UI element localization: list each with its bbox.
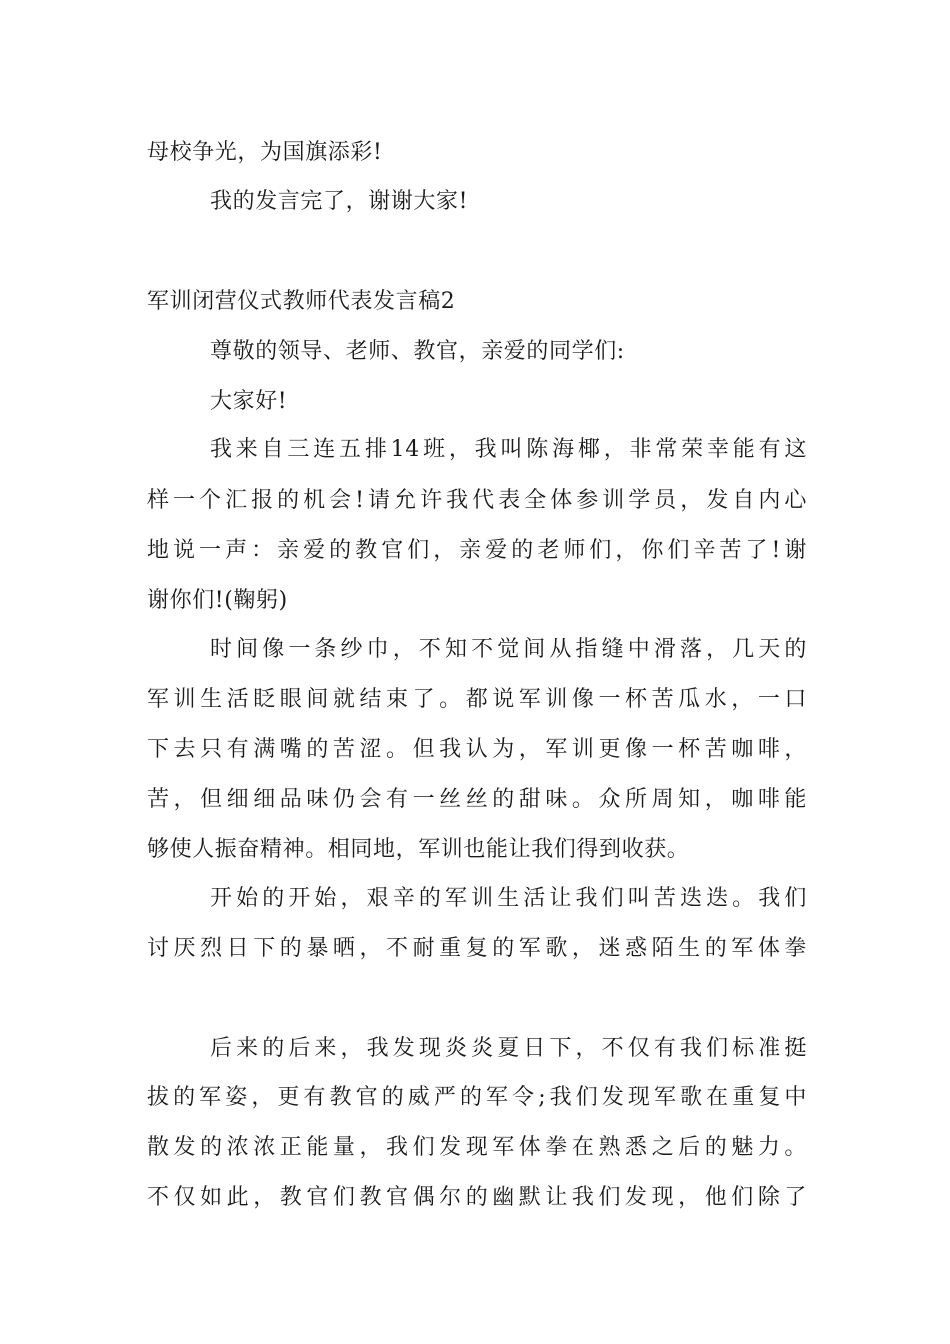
paragraph-line: 我来自三连五排14班，我叫陈海椰，非常荣幸能有这 bbox=[210, 437, 807, 462]
paragraph-line: 下去只有满嘴的苦涩。但我认为，军训更像一杯苦咖啡， bbox=[147, 737, 807, 762]
paragraph-line: 够使人振奋精神。相同地，军训也能让我们得到收获。 bbox=[147, 837, 690, 862]
paragraph-line: 讨厌烈日下的暴晒，不耐重复的军歌，迷惑陌生的军体拳 bbox=[147, 936, 807, 961]
paragraph-line: 军训生活眨眼间就结束了。都说军训像一杯苦瓜水，一口 bbox=[147, 687, 807, 712]
paragraph-line: 样一个汇报的机会!请允许我代表全体参训学员，发自内心 bbox=[147, 488, 807, 513]
paragraph-line: 苦，但细细品味仍会有一丝丝的甜味。众所周知，咖啡能 bbox=[147, 787, 807, 812]
paragraph-line: 开始的开始，艰辛的军训生活让我们叫苦迭迭。我们 bbox=[210, 886, 807, 911]
paragraph-line: 时间像一条纱巾，不知不觉间从指缝中滑落，几天的 bbox=[210, 637, 807, 662]
paragraph-line: 地说一声：亲爱的教官们，亲爱的老师们，你们辛苦了!谢 bbox=[147, 538, 807, 563]
section-title: 军训闭营仪式教师代表发言稿2 bbox=[147, 289, 456, 314]
paragraph-line: 后来的后来，我发现炎炎夏日下，不仅有我们标准挺 bbox=[210, 1036, 807, 1061]
paragraph-line: 散发的浓浓正能量，我们发现军体拳在熟悉之后的魅力。 bbox=[147, 1135, 807, 1160]
paragraph-line: 谢你们!(鞠躬) bbox=[147, 588, 288, 613]
paragraph-line: 拔的军姿，更有教官的威严的军令;我们发现军歌在重复中 bbox=[147, 1085, 807, 1110]
paragraph-line: 不仅如此，教官们教官偶尔的幽默让我们发现，他们除了 bbox=[147, 1185, 807, 1210]
greeting: 大家好! bbox=[210, 389, 288, 414]
text-line: 我的发言完了，谢谢大家! bbox=[210, 189, 469, 214]
salutation: 尊敬的领导、老师、教官，亲爱的同学们: bbox=[210, 339, 625, 364]
text-line: 母校争光，为国旗添彩! bbox=[147, 140, 383, 165]
